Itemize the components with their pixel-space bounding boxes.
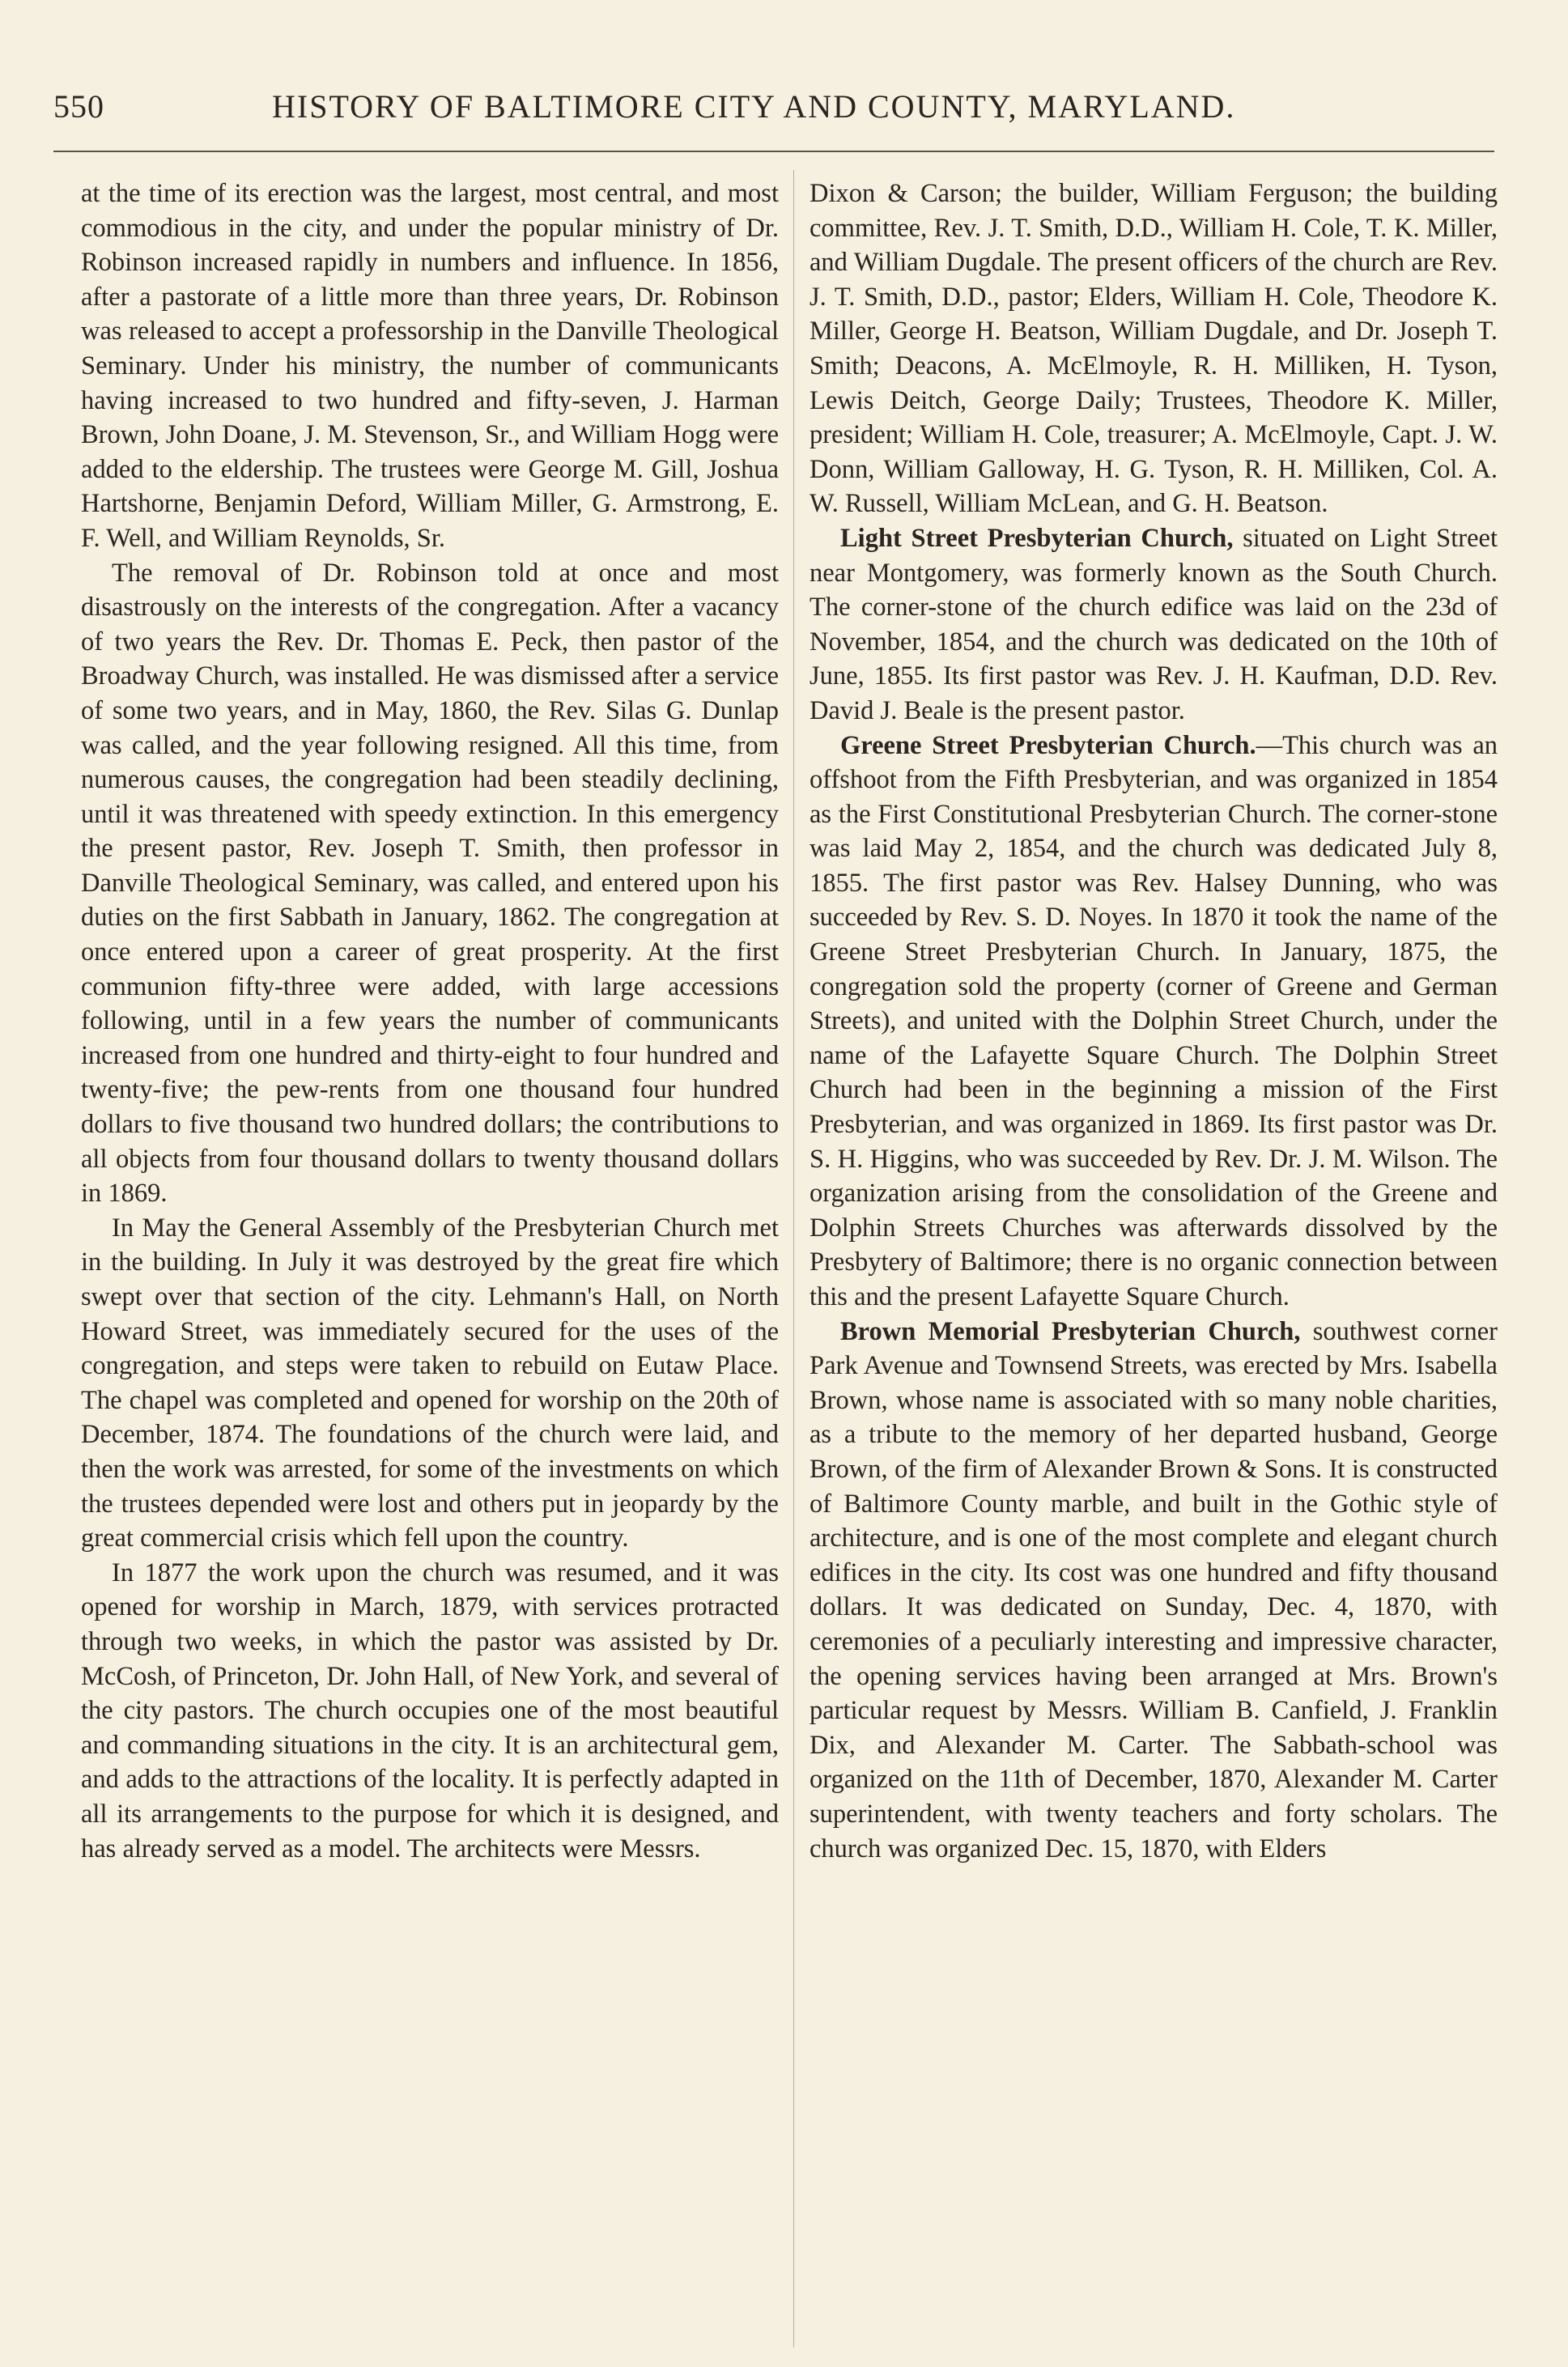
header-rule xyxy=(53,151,1494,152)
section-brown-memorial xyxy=(809,1315,1498,1867)
paragraph: In May the General Assembly of the Presbyterian Church met in the building. In July it was destroyed by the great fire which swept over that section of the city. Lehmann's Hall, on North Howard Street, was immediately secured for the uses of the congregation, and steps were taken to rebuild on Eutaw Place. The chapel was completed and opened for worship on the 20th of December, 1874. The foundations of the church were laid, and then the work was arrested, for some of the investments on which the trustees depended were lost and others put in jeopardy by the great commercial crisis which fell upon the country. xyxy=(81,1213,779,1553)
left-column xyxy=(81,176,779,1866)
section-heading: Greene Street Presbyterian Church. xyxy=(840,730,1256,760)
page-number: 550 xyxy=(53,88,104,125)
paragraph: at the time of its erection was the largest, most central, and most commodious in the city, and under the popular ministry of Dr. Robinson increased rapidly in numbers and influence. In 1856, after a pastorate of a little more than three years, Dr. Robinson was released to accept a professorship in the Danville Theological Seminary. Under his ministry, the number of communicants having increased to two hundred and fifty-seven, J. Harman Brown, John Doane, J. M. Stevenson, Sr., and William Hogg were added to the eldership. The trustees were George M. Gill, Joshua Hartshorne, Benjamin Deford, William Miller, G. Armstrong, E. F. Well, and William Reynolds, Sr. xyxy=(81,179,779,553)
section-heading: Brown Memorial Presbyterian Church, xyxy=(840,1316,1301,1346)
right-column xyxy=(809,176,1498,1866)
paragraph-text: southwest corner Park Avenue and Townsend Streets, was erected by Mrs. Isabella Brown, whose name is associated with so many noble charities, as a tribute to the memory of her departed husband, George Brown, of the firm of Alexander Brown & Sons. It is constructed of Baltimore County marble, and built in the Gothic style of architecture, and is one of the most complete and elegant church edifices in the city. Its cost was one hundred and fifty thousand dollars. It was dedicated on Sunday, Dec. 4, 1870, with ceremonies of a peculiarly interesting and impressive character, the opening services having been arranged at Mrs. Brown's particular request by Messrs. William B. Canfield, J. Franklin Dix, and Alexander M. Carter. The Sabbath-school was organized on the 11th of December, 1870, Alexander M. Carter superintendent, with twenty teachers and forty scholars. The church was organized Dec. 15, 1870, with Elders xyxy=(809,1316,1498,1863)
paragraph: In 1877 the work upon the church was resumed, and it was opened for worship in March, 1879, with services protracted through two weeks, in which the pastor was assisted by Dr. McCosh, of Princeton, Dr. John Hall, of New York, and several of the city pastors. The church occupies one of the most beautiful and commanding situations in the city. It is an architectural gem, and adds to the attractions of the locality. It is perfectly adapted in all its arrangements to the purpose for which it is designed, and has already served as a model. The architects were Messrs. xyxy=(81,1557,779,1863)
paragraph-text: situated on Light Street near Montgomery, was formerly known as the South Church. The corner-stone of the church edifice was laid on the 23d of November, 1854, and the church was dedicated on the 10th of June, 1855. Its first pastor was Rev. J. H. Kaufman, D.D. Rev. David J. Beale is the present pastor. xyxy=(809,523,1498,725)
page-header xyxy=(53,87,1494,136)
paragraph-text: Dixon & Carson; the builder, William Ferguson; the building committee, Rev. J. T. Smith, D.D., William H. Cole, T. K. Miller, and William Dugdale. The present officers of the church are Rev. J. T. Smith, D.D., pastor; Elders, William H. Cole, Theodore K. Miller, George H. Beatson, William Dugdale, and Dr. Joseph T. Smith; Deacons, A. McElmoyle, R. H. Milliken, H. Tyson, Lewis Deitch, George Daily; Trustees, Theodore K. Miller, president; William H. Cole, treasurer; A. McElmoyle, Capt. J. W. Donn, William Galloway, H. G. Tyson, R. H. Milliken, Col. A. W. Russell, William McLean, and G. H. Beatson. xyxy=(809,179,1498,519)
paragraph: The removal of Dr. Robinson told at once and most disastrously on the interests of the congregation. After a vacancy of two years the Rev. Dr. Thomas E. Peck, then pastor of the Broadway Church, was installed. He was dismissed after a service of some two years, and in May, 1860, the Rev. Silas G. Dunlap was called, and the year following resigned. All this time, from numerous causes, the congregation had been steadily declining, until it was threatened with speedy extinction. In this emergency the present pastor, Rev. Joseph T. Smith, then professor in Danville Theological Seminary, was called, and entered upon his duties on the first Sabbath in January, 1862. The congregation at once entered upon a career of great prosperity. At the first communion fifty-three were added, with large accessions following, until in a few years the number of communicants increased from one hundred and thirty-eight to four hundred and twenty-five; the pew-rents from one thousand four hundred dollars to five thousand two hundred dollars; the contributions to all objects from four thousand dollars to twenty thousand dollars in 1869. xyxy=(81,558,779,1209)
section-greene-street xyxy=(809,729,1498,1315)
running-title: HISTORY OF BALTIMORE CITY AND COUNTY, MARYLAND. xyxy=(272,88,1236,125)
section-light-street xyxy=(809,521,1498,729)
paragraph xyxy=(809,176,1498,521)
section-heading: Light Street Presbyterian Church, xyxy=(840,523,1234,553)
column-divider xyxy=(793,170,794,2348)
paragraph-text: —This church was an offshoot from the Fifth Presbyterian, and was organized in 1854 as the First Constitutional Presbyterian Church. The corner-stone was laid May 2, 1854, and the church was dedicated July 8, 1855. The first pastor was Rev. Halsey Dunning, who was succeeded by Rev. S. D. Noyes. In 1870 it took the name of the Greene Street Presbyterian Church. In January, 1875, the congregation sold the property (corner of Greene and German Streets), and united with the Dolphin Street Church, under the name of the Lafayette Square Church. The Dolphin Street Church had been in the beginning a mission of the First Presbyterian, and was organized in 1869. Its first pastor was Dr. S. H. Higgins, who was succeeded by Rev. Dr. J. M. Wilson. The organization arising from the consolidation of the Greene and Dolphin Streets Churches was afterwards dissolved by the Presbytery of Baltimore; there is no organic connection between this and the present Lafayette Square Church. xyxy=(809,730,1498,1311)
